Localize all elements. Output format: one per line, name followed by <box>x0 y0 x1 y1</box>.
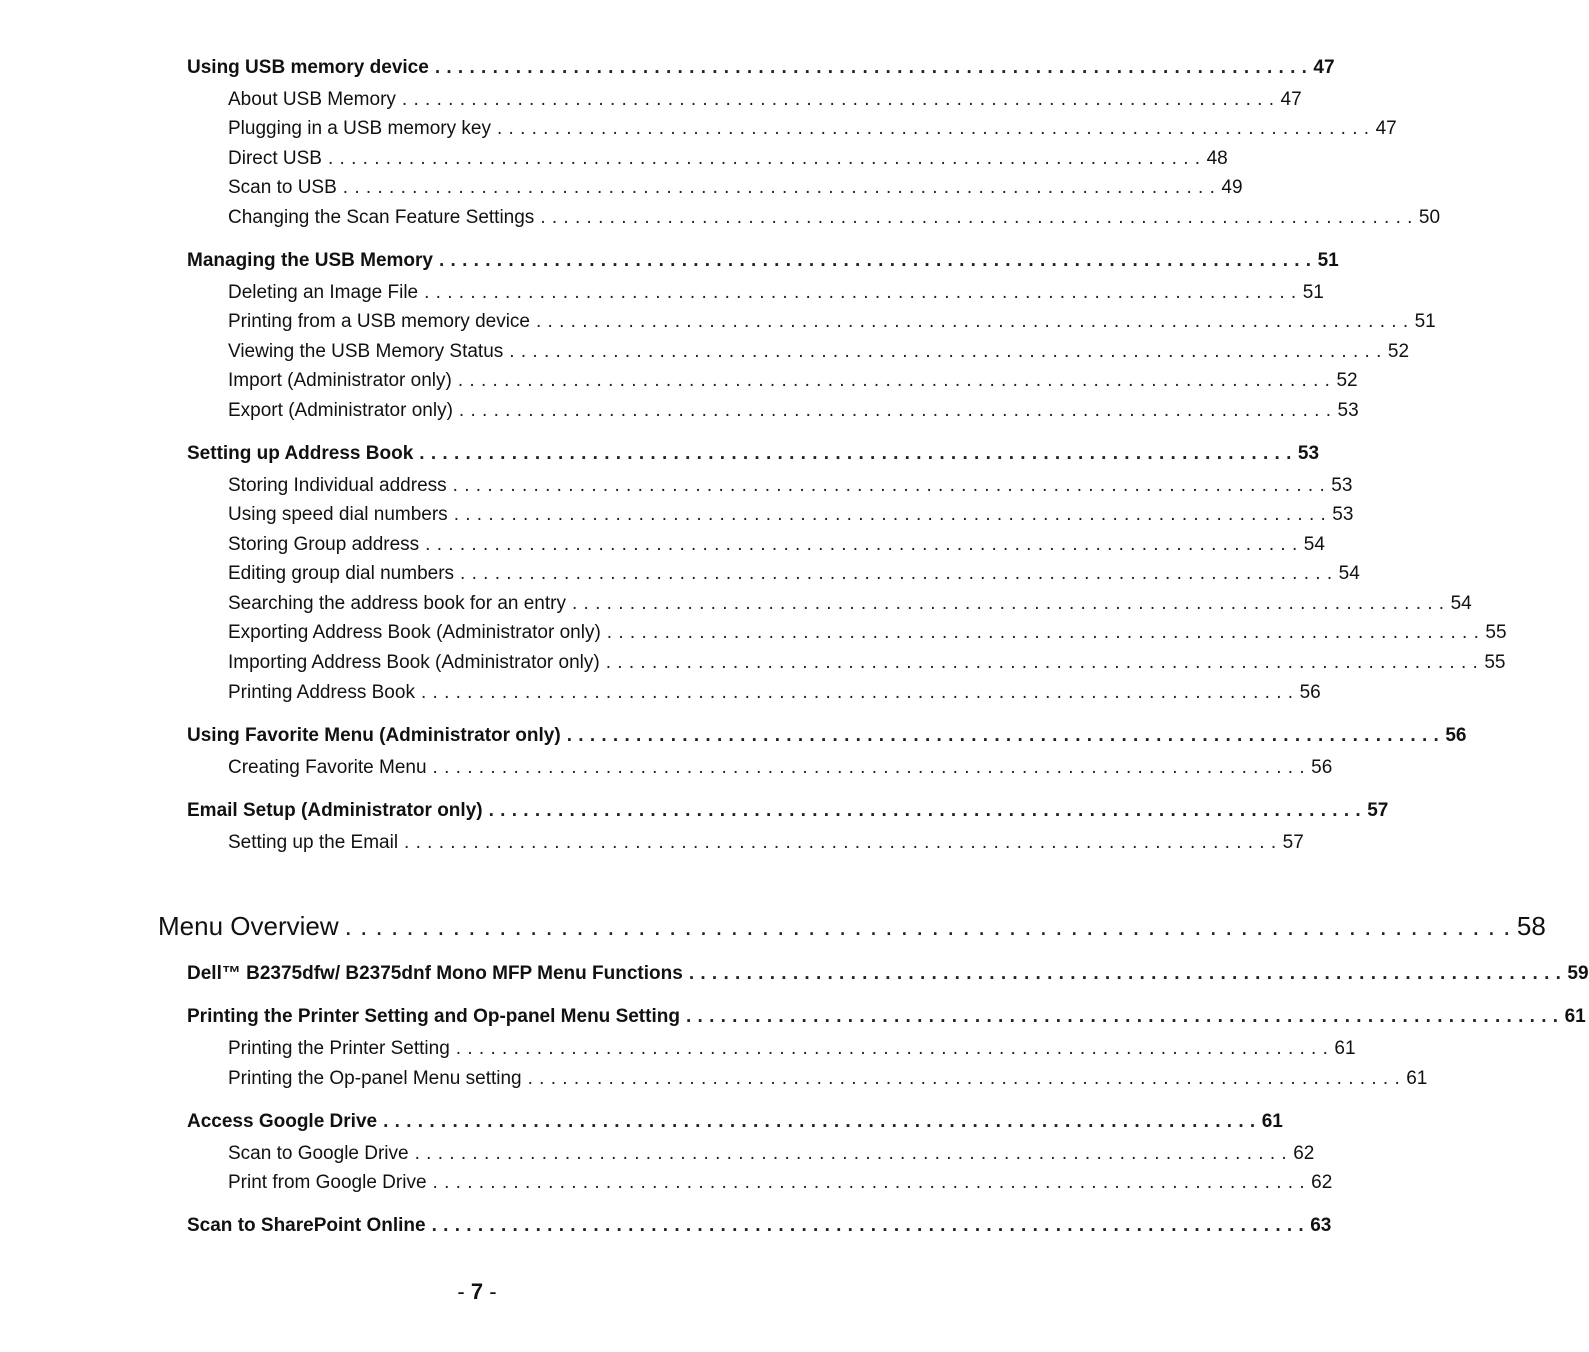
toc-entry-section[interactable] <box>187 1111 1283 1133</box>
toc-entry-title: Menu Overview <box>158 911 339 941</box>
toc-entry-sub[interactable] <box>228 1038 1356 1060</box>
dot-leader: . . . . . . . . . . . . . . . . . . . . . . . . . . . . . . . . . . . . . . . . . . . . . . . . . . . . . . . . . . . . . . . . . . . . . . . . . . . . <box>432 1172 1306 1193</box>
toc-entry-page: 61 <box>1406 1068 1428 1089</box>
dot-leader: . . . . . . . . . . . . . . . . . . . . . . . . . . . . . . . . . . . . . . . . . . . . . . . . . . . . . . . . . . . . . . . . . . . . . . . . . . . . <box>566 725 1440 746</box>
toc-entry-page: 53 <box>1297 443 1320 464</box>
toc-entry-title: Scan to USB <box>228 177 337 198</box>
toc-entry-page: 55 <box>1484 652 1506 673</box>
toc-entry-title: Storing Individual address <box>228 475 447 496</box>
dot-leader: . . . . . . . . . . . . . . . . . . . . . . . . . . . . . . . . . . . . . . . . . . . . . . . . . . . . . . . . . . . . . . . . . . . . . . . . . . . . <box>460 563 1333 584</box>
toc-entry-sub[interactable] <box>228 207 1441 229</box>
toc-entry-sub[interactable] <box>228 593 1472 615</box>
toc-entry-page: 62 <box>1293 1143 1315 1164</box>
page-footer <box>0 1279 954 1305</box>
toc-entry-title: Import (Administrator only) <box>228 370 452 391</box>
toc-entry-sub[interactable] <box>228 563 1360 585</box>
toc-entry-page: 53 <box>1331 475 1353 496</box>
toc-entry-page: 53 <box>1337 400 1359 421</box>
toc-entry-sub[interactable] <box>228 622 1507 644</box>
toc-entry-page: 47 <box>1313 57 1335 78</box>
toc-entry-title: Printing Address Book <box>228 682 415 703</box>
dot-leader: . . . . . . . . . . . . . . . . . . . . . . . . . . . . . . . . . . . . . . . . . . . . . . . . . . . . . . . . . . . . . . . . . . . . . . . . . . . . <box>685 1006 1559 1027</box>
toc-entry-sub[interactable] <box>228 534 1325 556</box>
page-number: 7 <box>470 1279 484 1304</box>
toc-entry-title: Changing the Scan Feature Settings <box>228 207 535 228</box>
toc-entry-page: 61 <box>1334 1038 1356 1059</box>
toc-entry-section[interactable] <box>187 1215 1332 1237</box>
toc-entry-sub[interactable] <box>228 1172 1333 1194</box>
toc-entry-title: Printing the Printer Setting <box>228 1038 450 1059</box>
dot-leader: . . . . . . . . . . . . . . . . . . . . . . . . . . . . . . . . . . . . . . . . . . . . . . . . . . . . . . . . . . . . . . . . . . . . . . . . . . . . <box>540 207 1413 228</box>
dot-leader: . . . . . . . . . . . . . . . . . . . . . . . . . . . . . . . . . . . . . . . . . . . . . . . . . . . . . . . . . . . . . . . . . . . . . . . . . . . . <box>438 250 1312 271</box>
toc-entry-title: Editing group dial numbers <box>228 563 455 584</box>
toc-entry-page: 54 <box>1338 563 1360 584</box>
toc-entry-page: 55 <box>1485 622 1507 643</box>
toc-entry-page: 49 <box>1221 177 1243 198</box>
dot-leader: . . . . . . . . . . . . . . . . . . . . . . . . . . . . . . . . . . . . . . . . . . . . . . . . . . . . . . . . . . . . . . . . . . . . . . . . . . . . <box>496 118 1370 139</box>
toc-entry-title: Storing Group address <box>228 534 420 555</box>
toc-entry-page: 53 <box>1332 504 1354 525</box>
dot-leader: . . . . . . . . . . . . . . . . . . . . . . . . . . . . . . . . . . . . . . . . . . . . . . . . . . . . . . . . . . . . . . . . . . . . . . . . . . . . <box>458 400 1332 421</box>
toc-entry-page: 52 <box>1387 341 1410 362</box>
toc-entry-title: Plugging in a USB memory key <box>228 118 491 139</box>
toc-entry-sub[interactable] <box>228 282 1324 304</box>
toc-entry-title: Access Google Drive <box>187 1111 378 1132</box>
toc-entry-section[interactable] <box>187 443 1320 465</box>
toc-entry-title: Searching the address book for an entry <box>228 593 566 614</box>
toc-entry-section[interactable] <box>187 963 1589 985</box>
toc-entry-page: 51 <box>1414 311 1436 332</box>
toc-entry-page: 57 <box>1282 832 1304 853</box>
toc-entry-page: 63 <box>1310 1215 1332 1236</box>
toc-entry-page: 47 <box>1280 89 1302 110</box>
toc-entry-title: Using speed dial numbers <box>228 504 448 525</box>
toc-entry-sub[interactable] <box>228 1068 1428 1090</box>
toc-entry-title: Printing from a USB memory device <box>228 311 530 332</box>
dot-leader: . . . . . . . . . . . . . . . . . . . . . . . . . . . . . . . . . . . . . . . . . . . . . . . . . . . . . . . . . . . . . . . . . . . . . . . . . . . . <box>527 1068 1401 1089</box>
toc-entry-sub[interactable] <box>228 652 1506 674</box>
toc-entry-title: Scan to Google Drive <box>228 1143 409 1164</box>
dot-leader: . . . . . . . . . . . . . . . . . . . . . . . . . . . . . . . . . . . . . . . . . . . . . . . . . . . . . . . . . . . . . . . . . . . . . . . . . . . . <box>605 652 1479 673</box>
dot-leader: . . . . . . . . . . . . . . . . . . . . . . . . . . . . . . . . . . . . . . . . . . . . . . . . . . . . . . . . . . . . . . . . . . . . . . . . . . . . <box>432 757 1306 778</box>
toc-entry-title: Managing the USB Memory <box>187 250 433 271</box>
dot-leader: . . . . . . . . . . . . . . . . . . . . . . . . . . . . . . . . . . . . . . . . . . . . . . . . . . . . . . . . . . . . . . . . . . . . . . . . . . . . <box>488 800 1362 821</box>
toc-entry-chapter[interactable] <box>158 911 1546 942</box>
dot-leader: . . . . . . . . . . . . . . . . . . . . . . . . . . . . . . . . . . . . . . . . . . . . . . . . . . . . . . . . . . . . . . . . . . . . . . . . . . . . <box>536 311 1409 332</box>
dot-leader: . . . . . . . . . . . . . . . . . . . . . . . . . . . . . . . . . . . . . . . . . . . . . . . . . . . . . . . . . . . . . . . . . . . . . . . . . . . . <box>401 89 1275 110</box>
toc-entry-sub[interactable] <box>228 475 1353 497</box>
toc-entry-page: 51 <box>1302 282 1324 303</box>
toc-entry-title: Setting up the Email <box>228 832 399 853</box>
toc-entry-page: 51 <box>1317 250 1339 271</box>
footer-suffix: - <box>483 1279 497 1304</box>
toc-entry-section[interactable] <box>187 800 1389 822</box>
dot-leader: . . . . . . . . . . . . . . . . . . . . . . . . . . . . . . . . . . . . . . . . . . . . . . . . . . . . . . . . . . . . . . . . . . . . . . . . . . . . <box>342 177 1216 198</box>
toc-entry-section[interactable] <box>187 725 1467 747</box>
toc-entry-section[interactable] <box>187 1006 1586 1028</box>
toc-entry-page: 61 <box>1261 1111 1283 1132</box>
toc-entry-title: Direct USB <box>228 148 322 169</box>
dot-leader: . . . . . . . . . . . . . . . . . . . . . . . . . . . . . . . . . . . . . . . . . . . . . . . . . . . . . . . . . . . . . . . . . . . . . . . . . . . . <box>383 1111 1256 1132</box>
toc-entry-title: Creating Favorite Menu <box>228 757 427 778</box>
toc-entry-page: 58 <box>1516 911 1546 941</box>
dot-leader: . . . . . . . . . . . . . . . . . . . . . . . . . . . . . . . . . . . . . . . . . . . . . . . . . . . . . . . . . . . . . . . . . . . . . . . . . . . . <box>424 282 1297 303</box>
toc-entry-page: 56 <box>1299 682 1321 703</box>
toc-entry-title: Dell™ B2375dfw/ B2375dnf Mono MFP Menu Functions <box>187 963 683 984</box>
toc-entry-sub[interactable] <box>228 177 1243 199</box>
toc-entry-sub[interactable] <box>228 832 1304 854</box>
toc-entry-page: 56 <box>1445 725 1467 746</box>
toc-entry-title: Export (Administrator only) <box>228 400 453 421</box>
dot-leader: . . . . . . . . . . . . . . . . . . . . . . . . . . . . . . . . . . . . . . . . . . . . . . . . . . . . . . . . . . . . . . . . . . . . . . . . . . . . <box>327 148 1201 169</box>
toc-entry-title: Importing Address Book (Administrator only) <box>228 652 600 673</box>
dot-leader: . . . . . . . . . . . . . . . . . . . . . . . . . . . . . . . . . . . . . . . . . . . . . . . . . . . . . . . . . . . . . . . . . . . . . . . . . . . . <box>344 911 1511 941</box>
toc-entry-sub[interactable] <box>228 341 1410 363</box>
toc-entry-sub[interactable] <box>228 311 1436 333</box>
dot-leader: . . . . . . . . . . . . . . . . . . . . . . . . . . . . . . . . . . . . . . . . . . . . . . . . . . . . . . . . . . . . . . . . . . . . . . . . . . . . <box>420 682 1294 703</box>
dot-leader: . . . . . . . . . . . . . . . . . . . . . . . . . . . . . . . . . . . . . . . . . . . . . . . . . . . . . . . . . . . . . . . . . . . . . . . . . . . . <box>509 341 1382 362</box>
dot-leader: . . . . . . . . . . . . . . . . . . . . . . . . . . . . . . . . . . . . . . . . . . . . . . . . . . . . . . . . . . . . . . . . . . . . . . . . . . . . <box>457 370 1331 391</box>
toc-entry-page: 56 <box>1311 757 1333 778</box>
footer-prefix: - <box>457 1279 471 1304</box>
toc-entry-page: 57 <box>1367 800 1389 821</box>
toc-entry-sub[interactable] <box>228 370 1358 392</box>
dot-leader: . . . . . . . . . . . . . . . . . . . . . . . . . . . . . . . . . . . . . . . . . . . . . . . . . . . . . . . . . . . . . . . . . . . . . . . . . . . . <box>414 1143 1288 1164</box>
toc-entry-title: About USB Memory <box>228 89 396 110</box>
toc-entry-title: Print from Google Drive <box>228 1172 427 1193</box>
toc-entry-page: 59 <box>1567 963 1589 984</box>
dot-leader: . . . . . . . . . . . . . . . . . . . . . . . . . . . . . . . . . . . . . . . . . . . . . . . . . . . . . . . . . . . . . . . . . . . . . . . . . . . . <box>419 443 1292 464</box>
dot-leader: . . . . . . . . . . . . . . . . . . . . . . . . . . . . . . . . . . . . . . . . . . . . . . . . . . . . . . . . . . . . . . . . . . . . . . . . . . . . <box>434 57 1308 78</box>
dot-leader: . . . . . . . . . . . . . . . . . . . . . . . . . . . . . . . . . . . . . . . . . . . . . . . . . . . . . . . . . . . . . . . . . . . . . . . . . . . . <box>606 622 1480 643</box>
toc-entry-sub[interactable] <box>228 118 1397 140</box>
dot-leader: . . . . . . . . . . . . . . . . . . . . . . . . . . . . . . . . . . . . . . . . . . . . . . . . . . . . . . . . . . . . . . . . . . . . . . . . . . . . <box>688 963 1562 984</box>
toc-entry-title: Viewing the USB Memory Status <box>228 341 504 362</box>
toc-entry-sub[interactable] <box>228 400 1359 422</box>
toc-entry-title: Setting up Address Book <box>187 443 414 464</box>
toc-entry-section[interactable] <box>187 57 1335 79</box>
toc-entry-page: 61 <box>1564 1006 1586 1027</box>
dot-leader: . . . . . . . . . . . . . . . . . . . . . . . . . . . . . . . . . . . . . . . . . . . . . . . . . . . . . . . . . . . . . . . . . . . . . . . . . . . . <box>404 832 1277 853</box>
dot-leader: . . . . . . . . . . . . . . . . . . . . . . . . . . . . . . . . . . . . . . . . . . . . . . . . . . . . . . . . . . . . . . . . . . . . . . . . . . . . <box>452 475 1326 496</box>
toc-entry-title: Exporting Address Book (Administrator only) <box>228 622 601 643</box>
dot-leader: . . . . . . . . . . . . . . . . . . . . . . . . . . . . . . . . . . . . . . . . . . . . . . . . . . . . . . . . . . . . . . . . . . . . . . . . . . . . <box>455 1038 1329 1059</box>
toc-entry-sub[interactable] <box>228 1143 1315 1165</box>
toc-entry-sub[interactable] <box>228 682 1321 704</box>
toc-entry-title: Deleting an Image File <box>228 282 419 303</box>
toc-entry-page: 50 <box>1418 207 1441 228</box>
toc-entry-sub[interactable] <box>228 148 1228 170</box>
toc-entry-title: Scan to SharePoint Online <box>187 1215 426 1236</box>
toc-entry-sub[interactable] <box>228 504 1354 526</box>
toc-entry-page: 54 <box>1450 593 1472 614</box>
toc-entry-page: 52 <box>1336 370 1358 391</box>
toc-entry-title: Printing the Printer Setting and Op-panel Menu Setting <box>187 1006 680 1027</box>
toc-entry-page: 62 <box>1311 1172 1333 1193</box>
toc-entry-section[interactable] <box>187 250 1339 272</box>
dot-leader: . . . . . . . . . . . . . . . . . . . . . . . . . . . . . . . . . . . . . . . . . . . . . . . . . . . . . . . . . . . . . . . . . . . . . . . . . . . . <box>453 504 1327 525</box>
dot-leader: . . . . . . . . . . . . . . . . . . . . . . . . . . . . . . . . . . . . . . . . . . . . . . . . . . . . . . . . . . . . . . . . . . . . . . . . . . . . <box>431 1215 1305 1236</box>
toc-entry-title: Email Setup (Administrator only) <box>187 800 483 821</box>
toc-entry-title: Using USB memory device <box>187 57 429 78</box>
toc-entry-title: Using Favorite Menu (Administrator only) <box>187 725 561 746</box>
toc-entry-title: Printing the Op-panel Menu setting <box>228 1068 522 1089</box>
dot-leader: . . . . . . . . . . . . . . . . . . . . . . . . . . . . . . . . . . . . . . . . . . . . . . . . . . . . . . . . . . . . . . . . . . . . . . . . . . . . <box>425 534 1298 555</box>
toc-entry-page: 48 <box>1206 148 1228 169</box>
toc-entry-page: 54 <box>1303 534 1325 555</box>
toc-entry-sub[interactable] <box>228 89 1302 111</box>
toc-entry-page: 47 <box>1375 118 1397 139</box>
dot-leader: . . . . . . . . . . . . . . . . . . . . . . . . . . . . . . . . . . . . . . . . . . . . . . . . . . . . . . . . . . . . . . . . . . . . . . . . . . . . <box>571 593 1445 614</box>
toc-entry-sub[interactable] <box>228 757 1333 779</box>
